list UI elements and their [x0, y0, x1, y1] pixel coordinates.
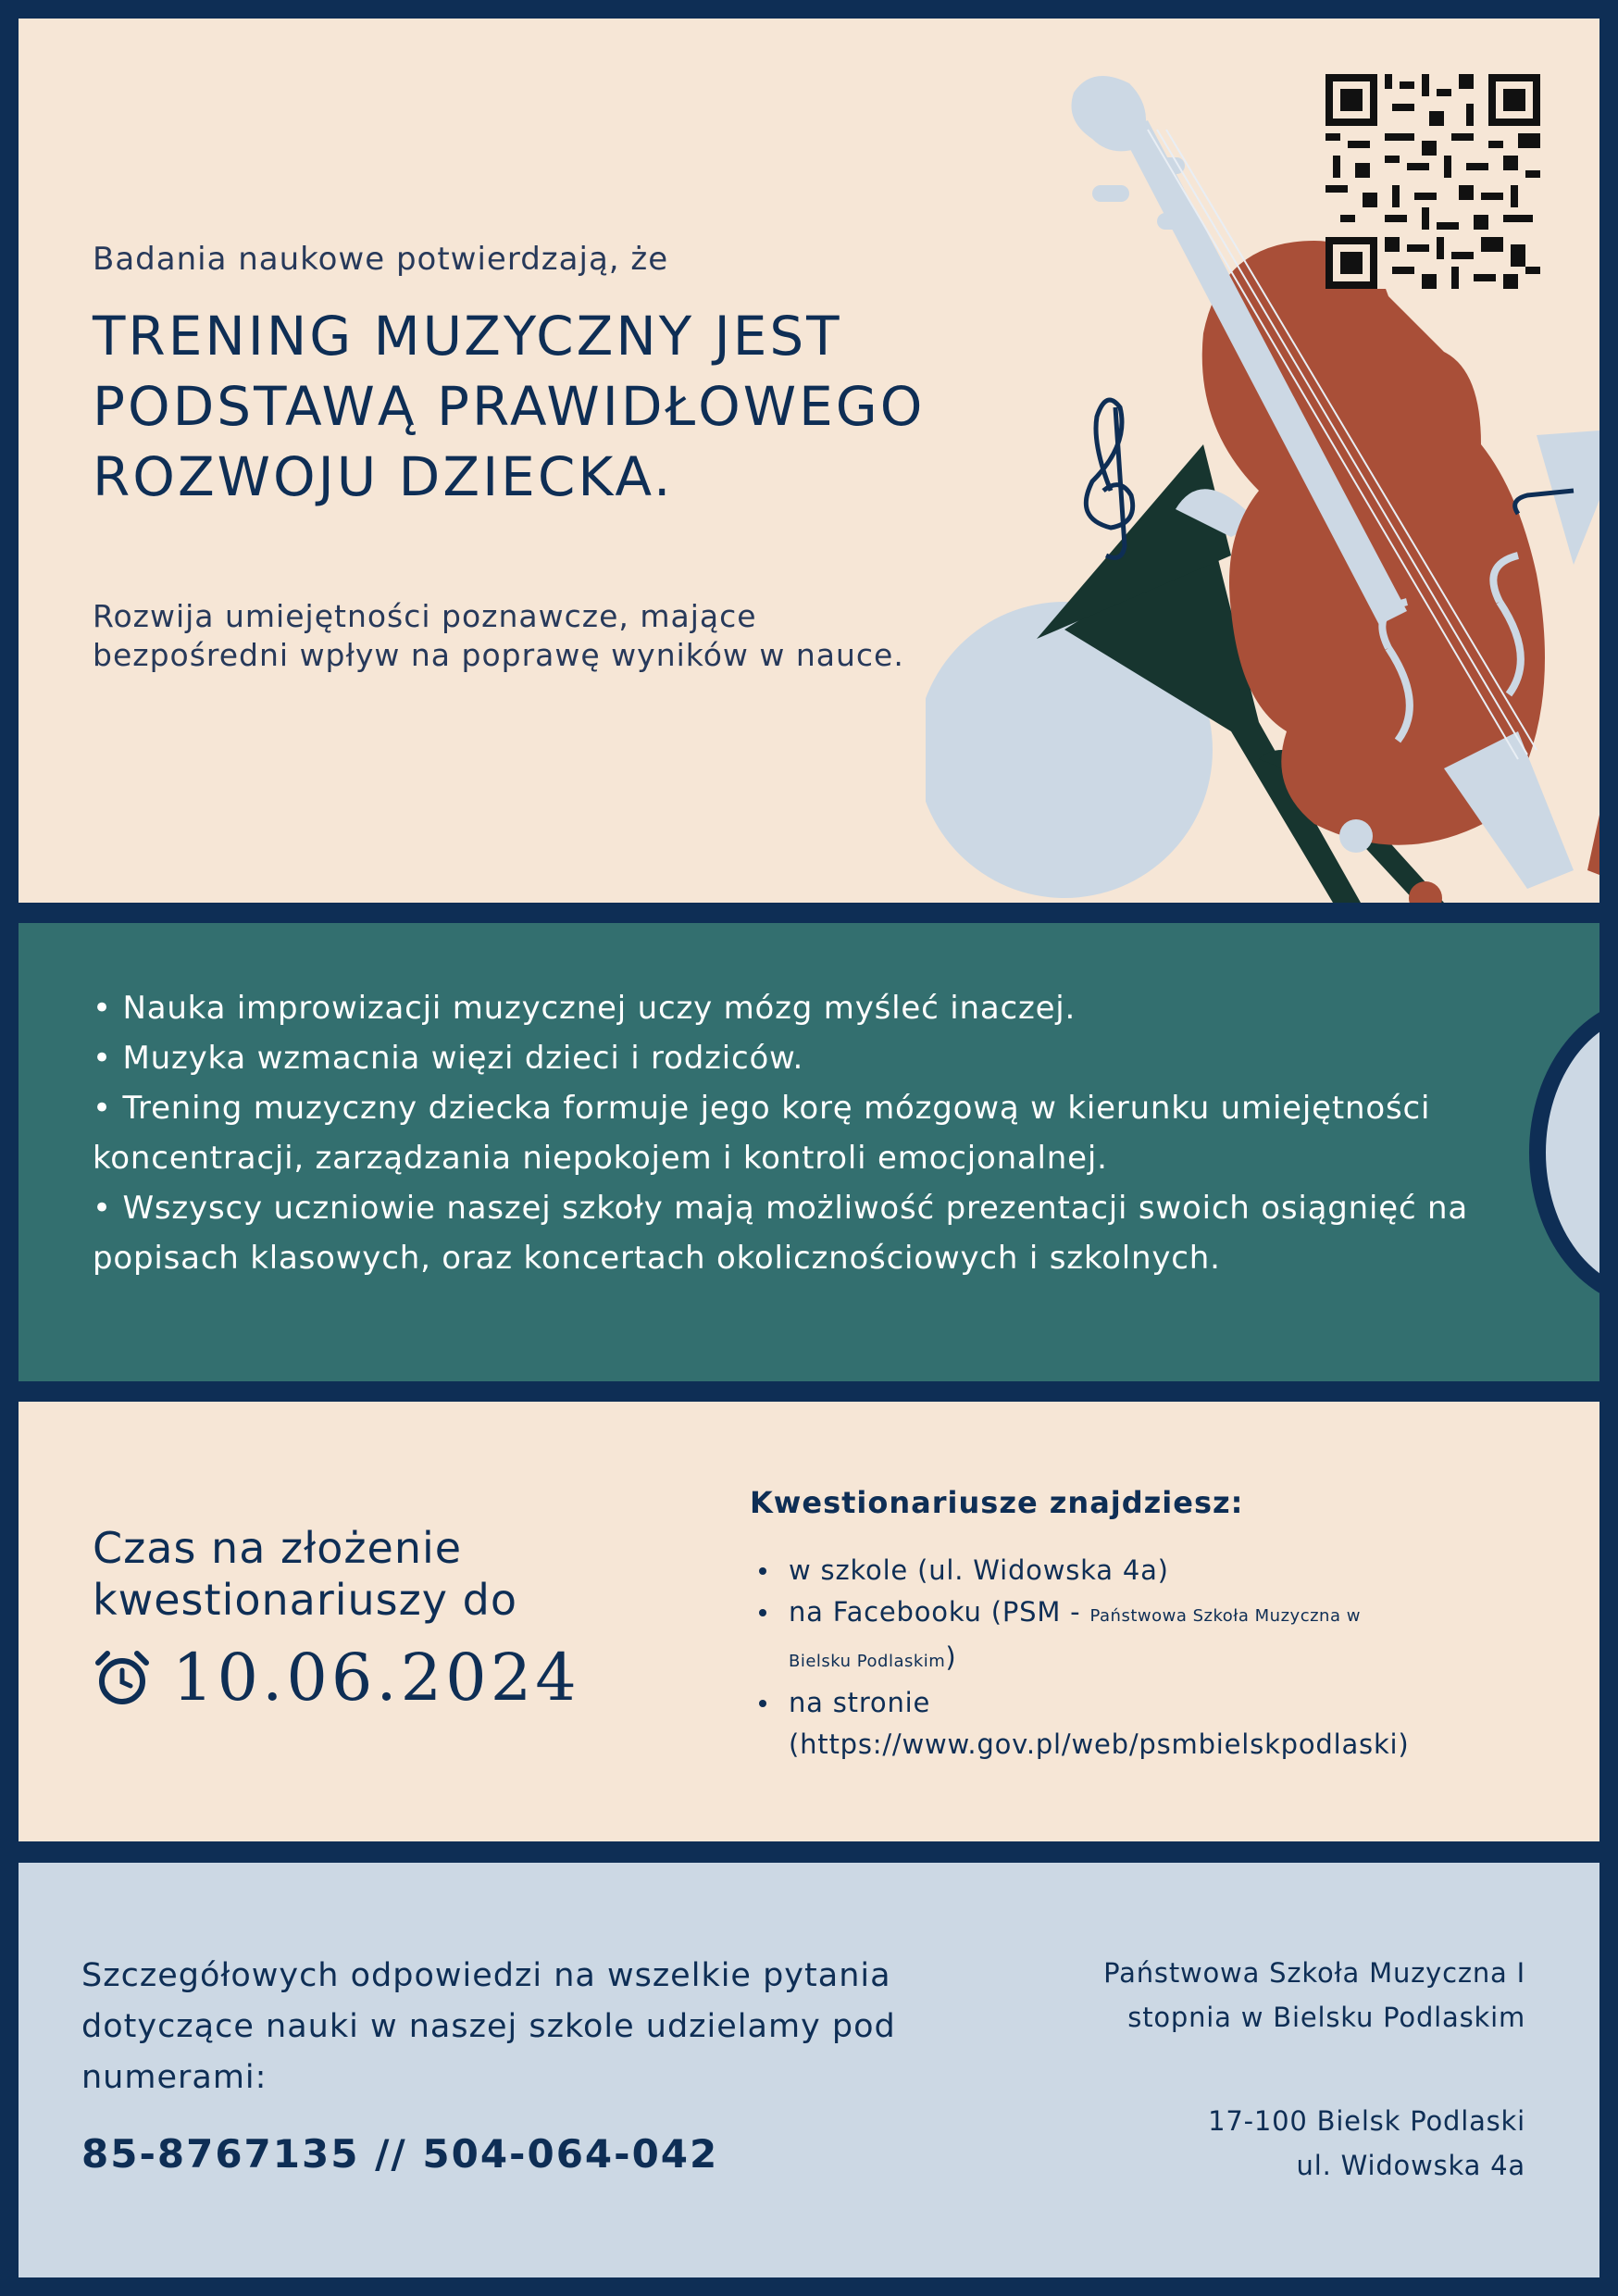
deadline-date: 10.06.2024 [172, 1640, 580, 1716]
phone-numbers[interactable]: 85-8767135 // 504-064-042 [81, 2131, 719, 2177]
benefits-panel [19, 923, 1599, 1381]
location-school: w szkole (ul. Widowska 4a) [750, 1550, 1564, 1591]
deadline-row [93, 1641, 580, 1715]
deadline-label: Czas na złożenie kwestionariuszy do [93, 1523, 517, 1625]
benefit-item: • Nauka improwizacji muzycznej uczy mózg myśleć inaczej. [93, 990, 1077, 1027]
decorative-ring [1529, 997, 1599, 1308]
hero-panel [19, 19, 1599, 903]
contact-panel [19, 1863, 1599, 2277]
alarm-clock-icon [93, 1648, 152, 1707]
questionnaires-list [750, 1550, 1564, 1766]
benefit-item: • Wszyscy uczniowie naszej szkoły mają możliwość prezentacji swoich osiągnięć na popisach klasowych, oraz koncertach okolicznościowych i szkolnych. [93, 1190, 1469, 1277]
qr-code[interactable] [1326, 74, 1540, 289]
school-name: Państwowa Szkoła Muzyczna I stopnia w Bielsku Podlaskim [1103, 1957, 1525, 2033]
deadline-panel [19, 1402, 1599, 1841]
school-address: 17-100 Bielsk Podlaski ul. Widowska 4a [1208, 2105, 1525, 2181]
subline: Rozwija umiejętności poznawcze, mające bezpośredni wpływ na poprawę wyników w nauce. [93, 598, 904, 673]
website-link[interactable]: (https://www.gov.pl/web/psmbielskpodlaski) [789, 1728, 1410, 1760]
benefits-list [93, 983, 1537, 1283]
benefit-item: • Muzyka wzmacnia więzi dzieci i rodziców. [93, 1040, 804, 1077]
benefit-item: • Trening muzyczny dziecka formuje jego korę mózgową w kierunku umiejętności koncentracji, zarządzania niepokojem i kontroli emocjonalnej. [93, 1090, 1431, 1177]
intro-text: Badania naukowe potwierdzają, że [93, 241, 669, 278]
location-website[interactable]: na stronie (https://www.gov.pl/web/psmbielskpodlaski) [750, 1682, 1564, 1766]
questionnaires-title: Kwestionariusze znajdziesz: [750, 1485, 1244, 1520]
contact-text: Szczegółowych odpowiedzi na wszelkie pytania dotyczące nauki w naszej szkole udzielamy pod numerami: [81, 1957, 896, 2096]
location-facebook[interactable]: na Facebooku (PSM - Państwowa Szkoła Muzyczna w Bielsku Podlaskim) [750, 1591, 1564, 1682]
headline: TRENING MUZYCZNY JEST PODSTAWĄ PRAWIDŁOWEGO ROZWOJU DZIECKA. [93, 305, 926, 508]
